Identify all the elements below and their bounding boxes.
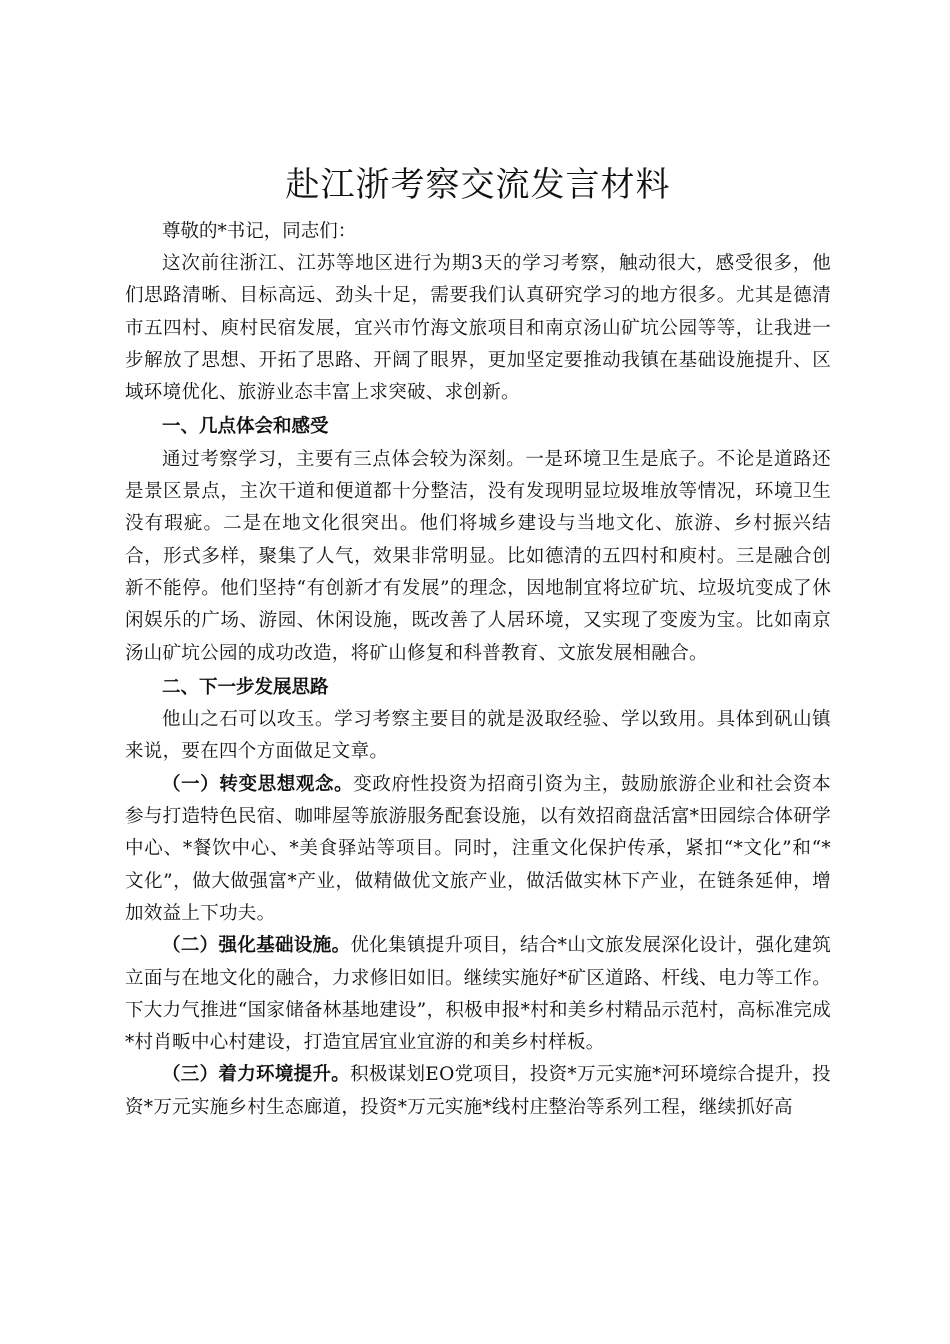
subsection-text-2: 优化集镇提升项目，结合*山文旅发展深化设计，强化建筑立面与在地文化的融合，力求修旧如旧。继续实施好*矿区道路、杆线、电力等工作。下大力气推进“国家储备林基地建设”，积极申报*村和美乡村精品示范村，高标准完成*村肖畈中心村建设，打造宜居宜业宜游的和美乡村样板。 [125,935,831,1054]
subsection-lead-2: （二）强化基础设施。 [162,935,351,957]
document-title: 赴江浙考察交流发言材料 [285,165,671,205]
section-2-body: 他山之石可以攻玉。学习考察主要目的就是汲取经验、学以致用。具体到矾山镇来说，要在四个方面做足文章。 [125,709,831,763]
subsection-paragraph-3 [125,1059,831,1124]
document-page [125,164,831,1124]
intro-paragraph: 这次前往浙江、江苏等地区进行为期3天的学习考察，触动很大，感受很多，他们思路清晰、目标高远、劲头十足，需要我们认真研究学习的地方很多。尤其是德清市五四村、庾村民宿发展，宜兴市竹海文旅项目和南京汤山矿坑公园等等，让我进一步解放了思想、开拓了思路、开阔了眼界，更加坚定要推动我镇在基础设施提升、区域环境优化、旅游业态丰富上求突破、求创新。 [125,253,831,404]
section-heading-2: 二、下一步发展思路 [162,676,329,698]
subsection-paragraph-2 [125,930,831,1059]
subsection-paragraph-1 [125,769,831,930]
subsection-lead-3: （三）着力环境提升。 [162,1064,351,1086]
salutation: 尊敬的*书记，同志们： [162,221,357,242]
subsection-lead-1: （一）转变思想观念。 [162,773,354,795]
subsection-text-1: 变政府性投资为招商引资为主，鼓励旅游企业和社会资本参与打造特色民宿、咖啡屋等旅游服务配套设施，以有效招商盘活富*田园综合体研学中心、*餐饮中心、*美食驿站等项目。同时，注重文化保护传承，紧扣“*文化”和“*文化”，做大做强富*产业，做精做优文旅产业，做活做实林下产业，在链条延伸，增加效益上下功夫。 [125,773,831,924]
section-heading-1: 一、几点体会和感受 [162,416,329,438]
subsection-text-3: 积极谋划EO党项目，投资*万元实施*河环境综合提升，投资*万元实施乡村生态廊道，投资*万元实施*线村庄整治等系列工程，继续抓好高 [125,1064,831,1118]
section-1-body: 通过考察学习，主要有三点体会较为深刻。一是环境卫生是底子。不论是道路还是景区景点，主次干道和便道都十分整洁，没有发现明显垃圾堆放等情况，环境卫生没有瑕疵。二是在地文化很突出。他们将城乡建设与当地文化、旅游、乡村振兴结合，形式多样，聚集了人气，效果非常明显。比如德清的五四村和庾村。三是融合创新不能停。他们坚持“有创新才有发展”的理念，因地制宜将垃矿坑、垃圾坑变成了休闲娱乐的广场、游园、休闲设施，既改善了人居环境，又实现了变废为宝。比如南京汤山矿坑公园的成功改造，将矿山修复和科普教育、文旅发展相融合。 [125,448,831,664]
